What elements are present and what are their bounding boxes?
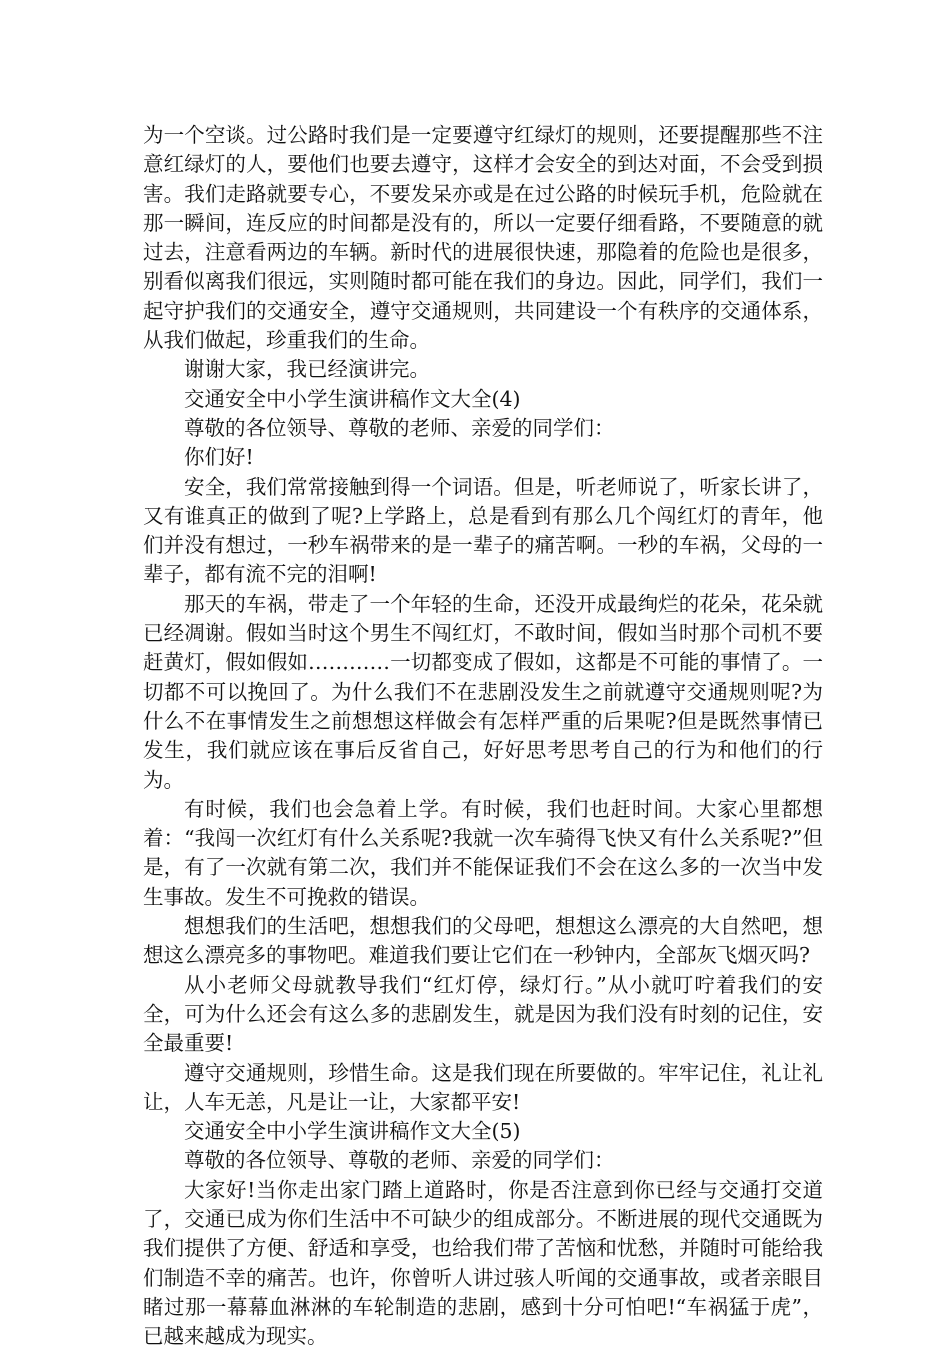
paragraph: 想想我们的生活吧，想想我们的父母吧，想想这么漂亮的大自然吧，想想这么漂亮多的事物吧。难道我们要让它们在一秒钟内，全部灰飞烟灭吗? [143, 914, 823, 968]
document-body [143, 121, 823, 1351]
section-heading: 交通安全中小学生演讲稿作文大全(4) [184, 386, 521, 411]
salutation: 尊敬的各位领导、尊敬的老师、亲爱的同学们： [184, 415, 615, 440]
paragraph: 谢谢大家，我已经演讲完。 [184, 357, 430, 382]
paragraph: 安全，我们常常接触到得一个词语。但是，听老师说了，听家长讲了，又有谁真正的做到了呢?上学路上，总是看到有那么几个闯红灯的青年，他们并没有想过，一秒车祸带来的是一辈子的痛苦啊。一秒的车祸，父母的一辈子，都有流不完的泪啊! [143, 474, 823, 587]
paragraph: 大家好!当你走出家门踏上道路时，你是否注意到你已经与交通打交道了，交通已成为你们生活中不可缺少的组成部分。不断进展的现代交通既为我们提供了方便、舒适和享受，也给我们带了苦恼和忧愁，并随时可能给我们制造不幸的痛苦。也许，你曾听人讲过骇人听闻的交通事故，或者亲眼目睹过那一幕幕血淋淋的车轮制造的悲剧，感到十分可怕吧!“车祸猛于虎”，已越来越成为现实。 [143, 1177, 823, 1349]
paragraph: 为一个空谈。过公路时我们是一定要遵守红绿灯的规则，还要提醒那些不注意红绿灯的人，要他们也要去遵守，这样才会安全的到达对面，不会受到损害。我们走路就要专心，不要发呆亦或是在过公路的时候玩手机，危险就在那一瞬间，连反应的时间都是没有的，所以一定要仔细看路，不要随意的就过去，注意看两边的车辆。新时代的进展很快速，那隐着的危险也是很多，别看似离我们很远，实则随时都可能在我们的身边。因此，同学们，我们一起守护我们的交通安全，遵守交通规则，共同建设一个有秩序的交通体系，从我们做起，珍重我们的生命。 [143, 123, 823, 353]
section-heading: 交通安全中小学生演讲稿作文大全(5) [184, 1119, 521, 1144]
paragraph: 那天的车祸，带走了一个年轻的生命，还没开成最绚烂的花朵，花朵就已经凋谢。假如当时这个男生不闯红灯，不敢时间，假如当时那个司机不要赶黄灯，假如假如…………一切都变成了假如，这都是不可能的事情了。一切都不可以挽回了。为什么我们不在悲剧没发生之前就遵守交通规则呢?为什么不在事情发生之前想想这样做会有怎样严重的后果呢?但是既然事情已发生，我们就应该在事后反省自己，好好思考思考自己的行为和他们的行为。 [143, 591, 823, 792]
greeting: 你们好! [184, 445, 254, 470]
paragraph: 有时候，我们也会急着上学。有时候，我们也赶时间。大家心里都想着：“我闯一次红灯有什么关系呢?我就一次车骑得飞快又有什么关系呢?”但是，有了一次就有第二次，我们并不能保证我们不会在这么多的一次当中发生事故。发生不可挽救的错误。 [143, 796, 823, 909]
paragraph: 遵守交通规则，珍惜生命。这是我们现在所要做的。牢牢记住，礼让礼让，人车无恙，凡是让一让，大家都平安! [143, 1060, 823, 1114]
paragraph: 从小老师父母就教导我们“红灯停，绿灯行。”从小就叮咛着我们的安全，可为什么还会有这么多的悲剧发生，就是因为我们没有时刻的记住，安全最重要! [143, 972, 823, 1056]
salutation: 尊敬的各位领导、尊敬的老师、亲爱的同学们： [184, 1148, 615, 1173]
